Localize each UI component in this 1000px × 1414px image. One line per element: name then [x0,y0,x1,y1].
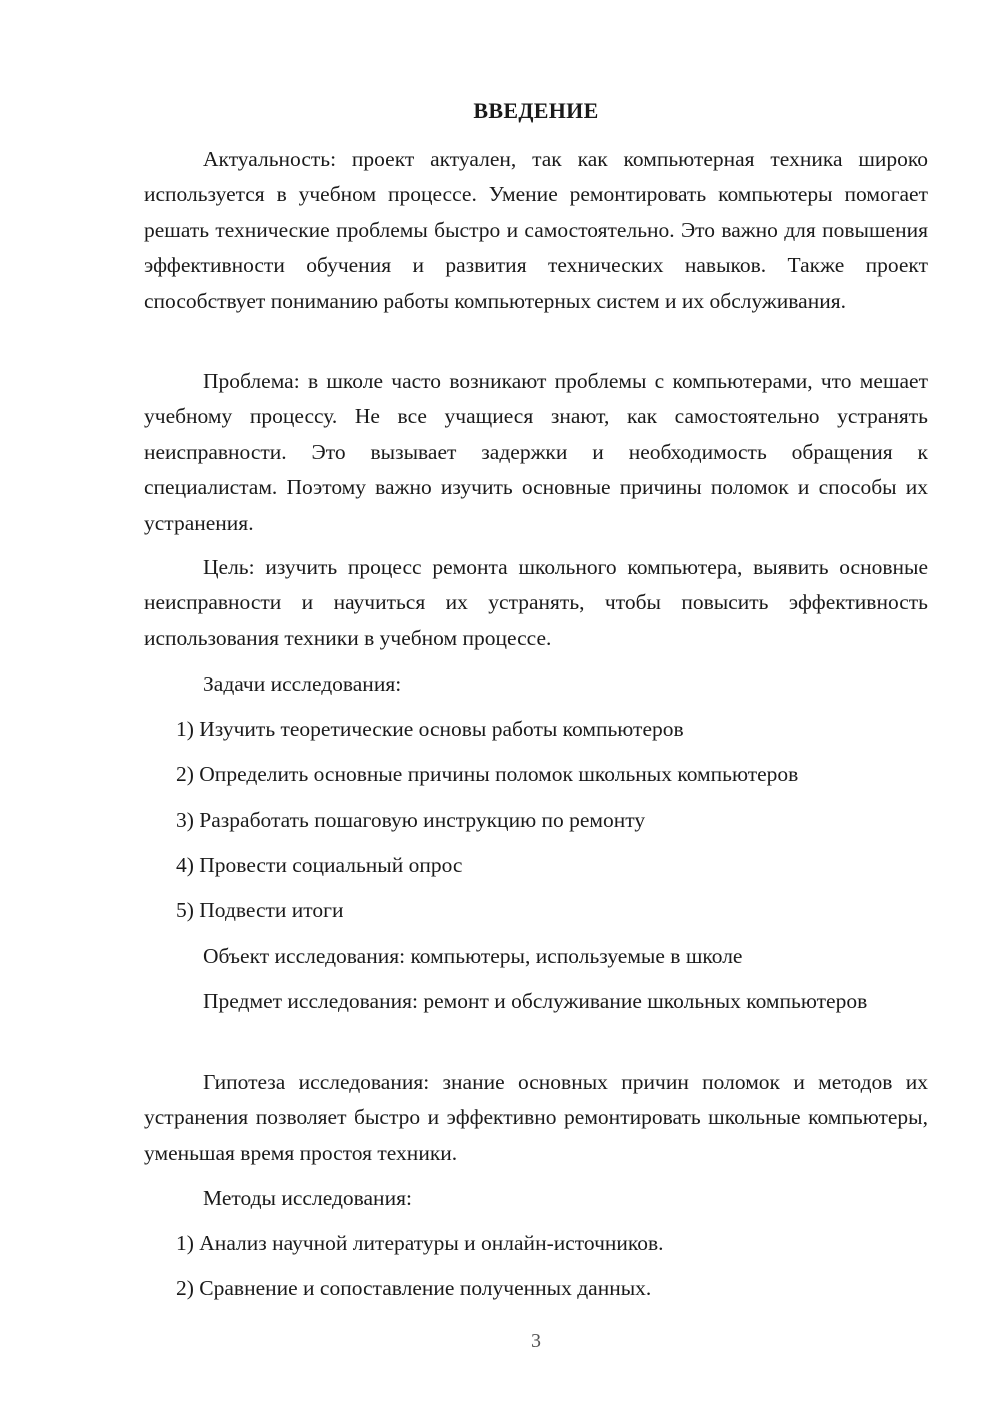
task-item: 5) Подвести итоги [176,898,344,922]
method-item: 2) Сравнение и сопоставление полученных данных. [176,1276,652,1300]
task-item: 1) Изучить теоретические основы работы компьютеров [176,717,684,741]
hypothesis-paragraph: Гипотеза исследования: знание основных причин поломок и методов их устранения позволяет быстро и эффективно ремонтировать школьные компьютеры, уменьшая время простоя техники. [144,1070,928,1165]
object-line: Объект исследования: компьютеры, используемые в школе [203,944,743,968]
tasks-heading: Задачи исследования: [203,672,402,696]
goal-paragraph: Цель: изучить процесс ремонта школьного компьютера, выявить основные неисправности и научиться их устранять, чтобы повысить эффективность использования техники в учебном процессе. [144,555,928,650]
task-item: 2) Определить основные причины поломок школьных компьютеров [176,762,799,786]
task-item: 4) Провести социальный опрос [176,853,463,877]
relevance-paragraph: Актуальность: проект актуален, так как компьютерная техника широко используется в учебном процессе. Умение ремонтировать компьютеры помогает решать технические проблемы быстро и самостоятельно. Это важно для повышения эффективности обучения и развития технических навыков. Также проект способствует пониманию работы компьютерных систем и их обслуживания. [144,147,928,313]
method-item: 1) Анализ научной литературы и онлайн-источников. [176,1231,664,1255]
task-item: 3) Разработать пошаговую инструкцию по ремонту [176,808,646,832]
page-title: ВВЕДЕНИЕ [473,98,599,123]
methods-heading: Методы исследования: [203,1186,412,1210]
document-page [144,0,928,1414]
page-number: 3 [531,1330,541,1352]
problem-paragraph: Проблема: в школе часто возникают проблемы с компьютерами, что мешает учебному процессу. Не все учащиеся знают, как самостоятельно устранять неисправности. Это вызывает задержки и необходимость обращения к специалистам. Поэтому важно изучить основные причины поломок и способы их устранения. [144,369,928,535]
subject-paragraph: Предмет исследования: ремонт и обслуживание школьных компьютеров [203,989,868,1013]
